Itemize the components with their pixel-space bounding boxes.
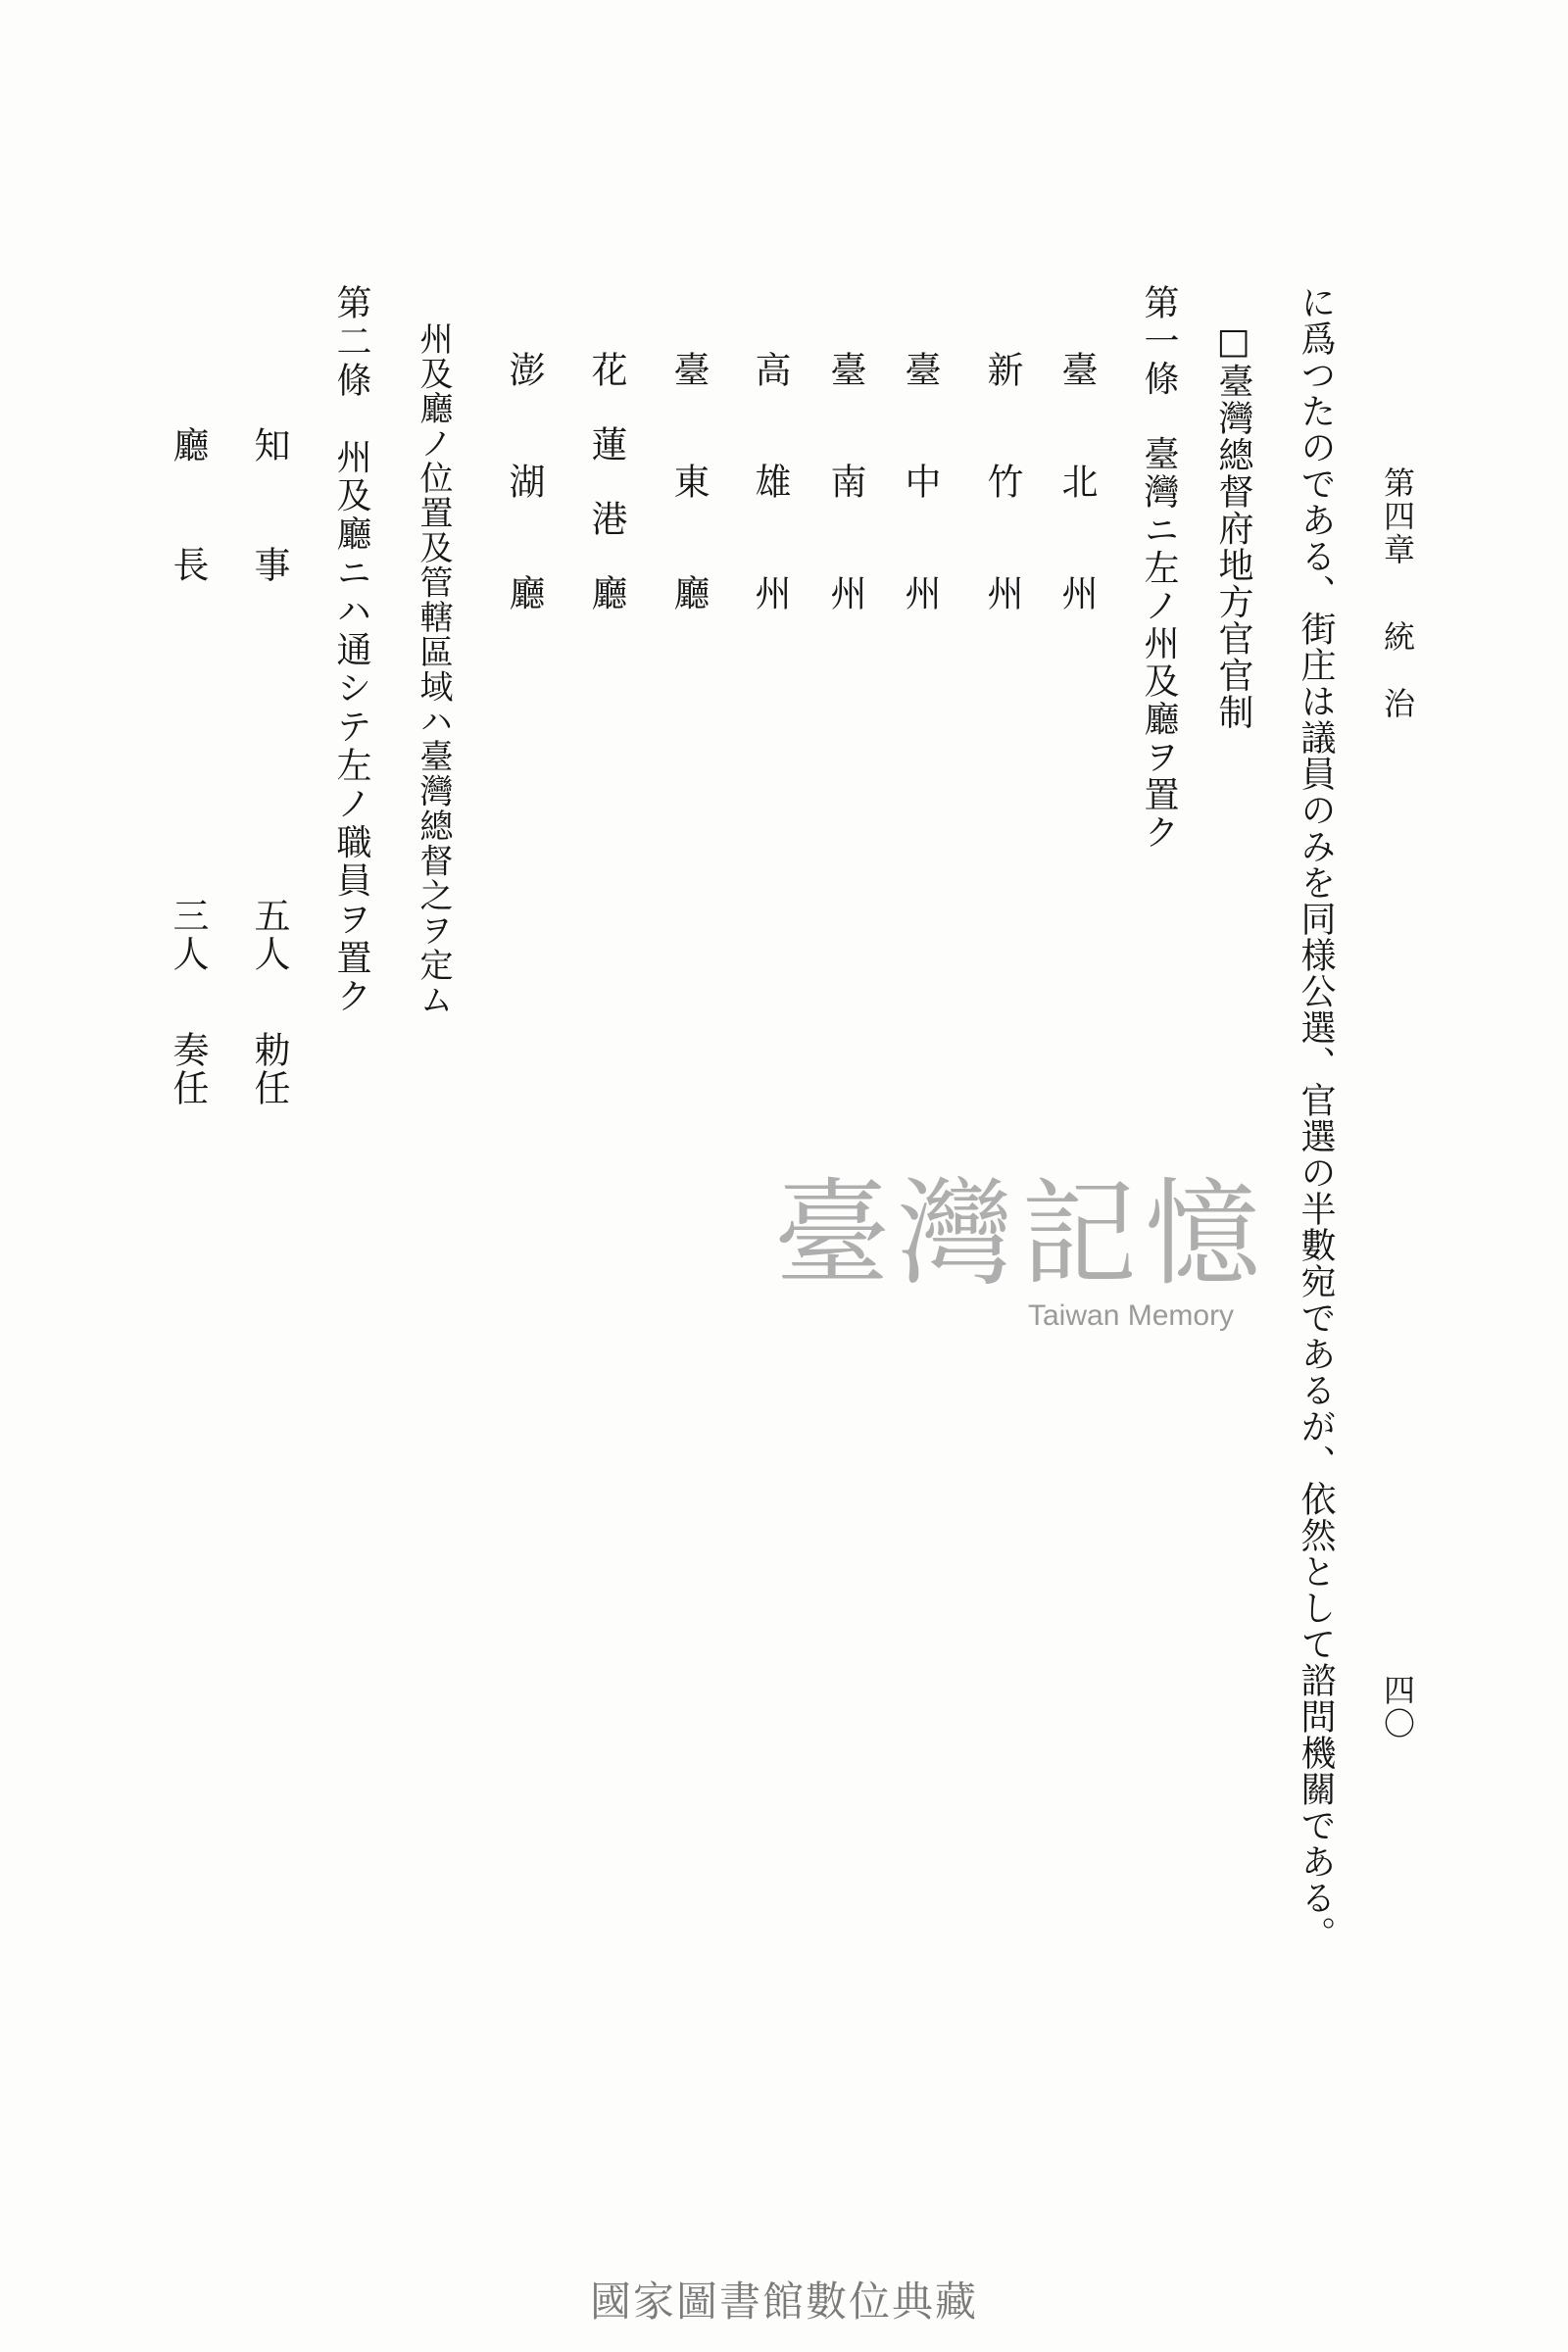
- article-1-note: 州及廳ノ位置及管轄區域ハ臺灣總督之ヲ定ム: [414, 321, 453, 1017]
- watermark-subtitle: Taiwan Memory: [1028, 1299, 1235, 1332]
- watermark-logo: 臺灣記憶: [774, 1166, 1269, 1301]
- article-1: 第一條 臺灣ニ左ノ州及廳ヲ置ク: [1139, 284, 1179, 852]
- division-item: 澎湖廳: [503, 351, 545, 686]
- official-rank: 勅任: [248, 1031, 290, 1107]
- division-item: 花蓮港廳: [585, 351, 627, 649]
- official-count: 五人: [248, 897, 290, 973]
- page-number: 四〇: [1379, 1674, 1416, 1740]
- chapter-label: 第四章: [1379, 466, 1416, 566]
- division-item: 新竹州: [981, 351, 1023, 686]
- division-item: 臺東廳: [667, 351, 710, 686]
- division-item: 臺北州: [1055, 351, 1098, 686]
- chapter-title: 統治: [1379, 620, 1416, 754]
- footer-credit: 國家圖書館數位典藏: [589, 2278, 978, 2326]
- official-title: 知事: [248, 426, 290, 665]
- article-2: 第二條 州及廳ニハ通シテ左ノ職員ヲ置ク: [331, 284, 371, 1016]
- continuation-paragraph: に爲つたのである、街庄は議員のみを同様公選、官選の半數宛であるが、依然として諮問機關である。: [1296, 284, 1336, 1952]
- official-title: 廳長: [167, 426, 209, 665]
- section-heading: □臺灣總督府地方官官制: [1213, 321, 1253, 731]
- division-item: 臺中州: [899, 351, 941, 686]
- official-rank: 奏任: [167, 1031, 209, 1107]
- official-count: 三人: [167, 897, 209, 973]
- division-item: 臺南州: [824, 351, 866, 686]
- division-item: 高雄州: [749, 351, 791, 686]
